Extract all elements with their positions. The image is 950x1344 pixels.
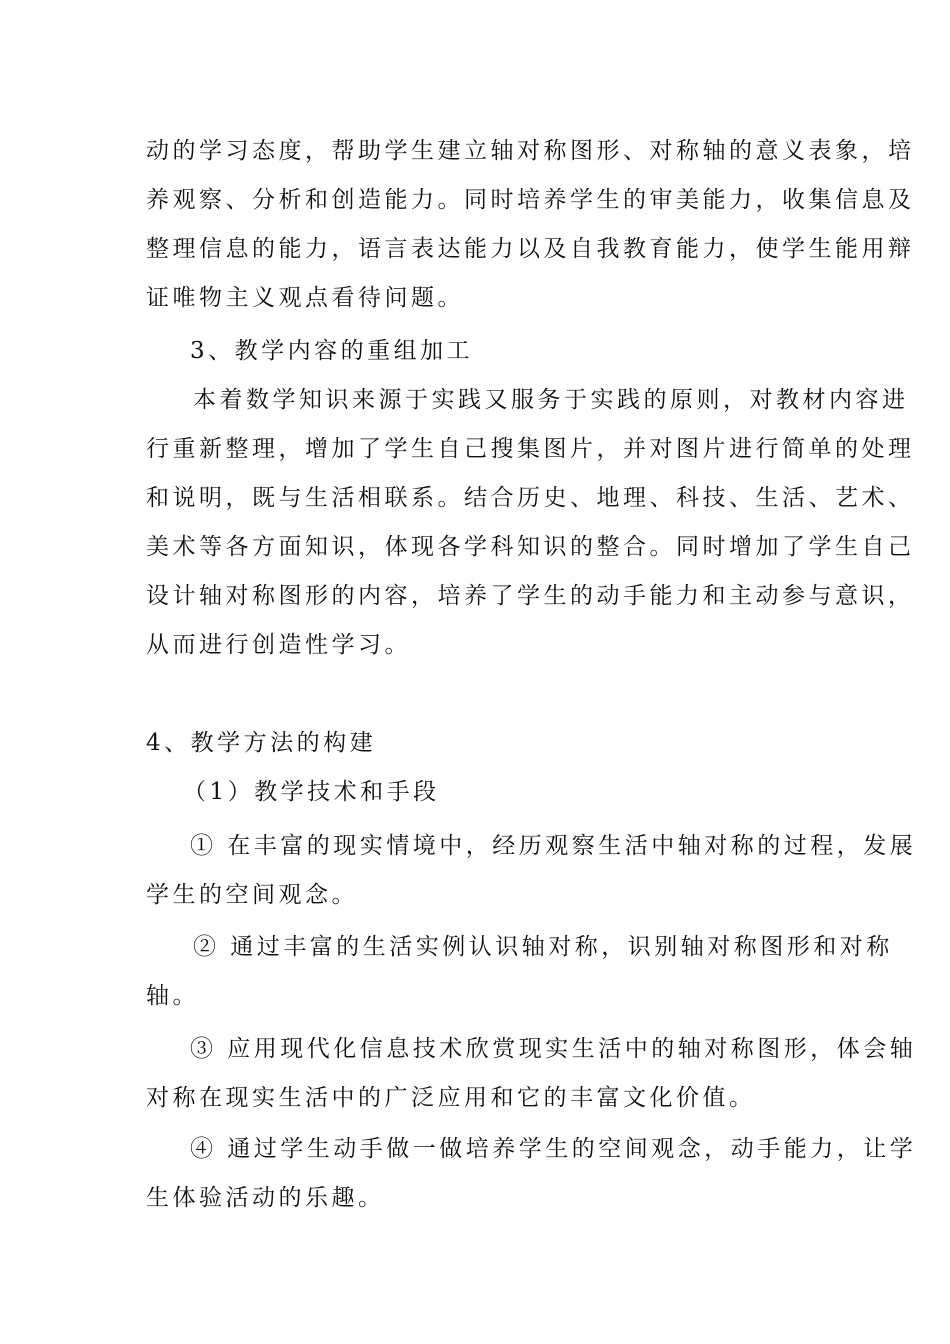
list-item-continuation: 轴。: [146, 983, 199, 1009]
paragraph-line: 从而进行创造性学习。: [146, 632, 411, 658]
list-item: ① 在丰富的现实情境中，经历观察生活中轴对称的过程，发展: [190, 833, 917, 859]
list-item-continuation: 学生的空间观念。: [146, 882, 358, 908]
list-item-continuation: 生体验活动的乐趣。: [146, 1185, 385, 1211]
list-item: ③ 应用现代化信息技术欣赏现实生活中的轴对称图形，体会轴: [190, 1036, 917, 1062]
paragraph-line: 行重新整理，增加了学生自己搜集图片，并对图片进行简单的处理: [146, 436, 915, 462]
paragraph-line: 和说明，既与生活相联系。结合历史、地理、科技、生活、艺术、: [146, 485, 915, 511]
paragraph-line: 整理信息的能力，语言表达能力以及自我教育能力，使学生能用辩: [146, 236, 915, 262]
list-item: ② 通过丰富的生活实例认识轴对称，识别轴对称图形和对称: [193, 934, 893, 960]
section-heading-3: 3、教学内容的重组加工: [190, 338, 474, 364]
paragraph-line: 养观察、分析和创造能力。同时培养学生的审美能力，收集信息及: [146, 187, 915, 213]
paragraph-line: 动的学习态度，帮助学生建立轴对称图形、对称轴的意义表象，培: [146, 138, 915, 164]
paragraph-line: 美术等各方面知识，体现各学科知识的整合。同时增加了学生自己: [146, 534, 915, 560]
section-heading-4: 4、教学方法的构建: [146, 730, 377, 756]
paragraph-line: 本着数学知识来源于实践又服务于实践的原则，对教材内容进: [193, 387, 909, 413]
paragraph-line: 设计轴对称图形的内容，培养了学生的动手能力和主动参与意识，: [146, 583, 915, 609]
paragraph-line: 证唯物主义观点看待问题。: [146, 285, 464, 311]
list-item-continuation: 对称在现实生活中的广泛应用和它的丰富文化价值。: [146, 1085, 756, 1111]
list-item: ④ 通过学生动手做一做培养学生的空间观念，动手能力，让学: [190, 1136, 917, 1162]
subsection-heading: （1）教学技术和手段: [183, 779, 440, 805]
